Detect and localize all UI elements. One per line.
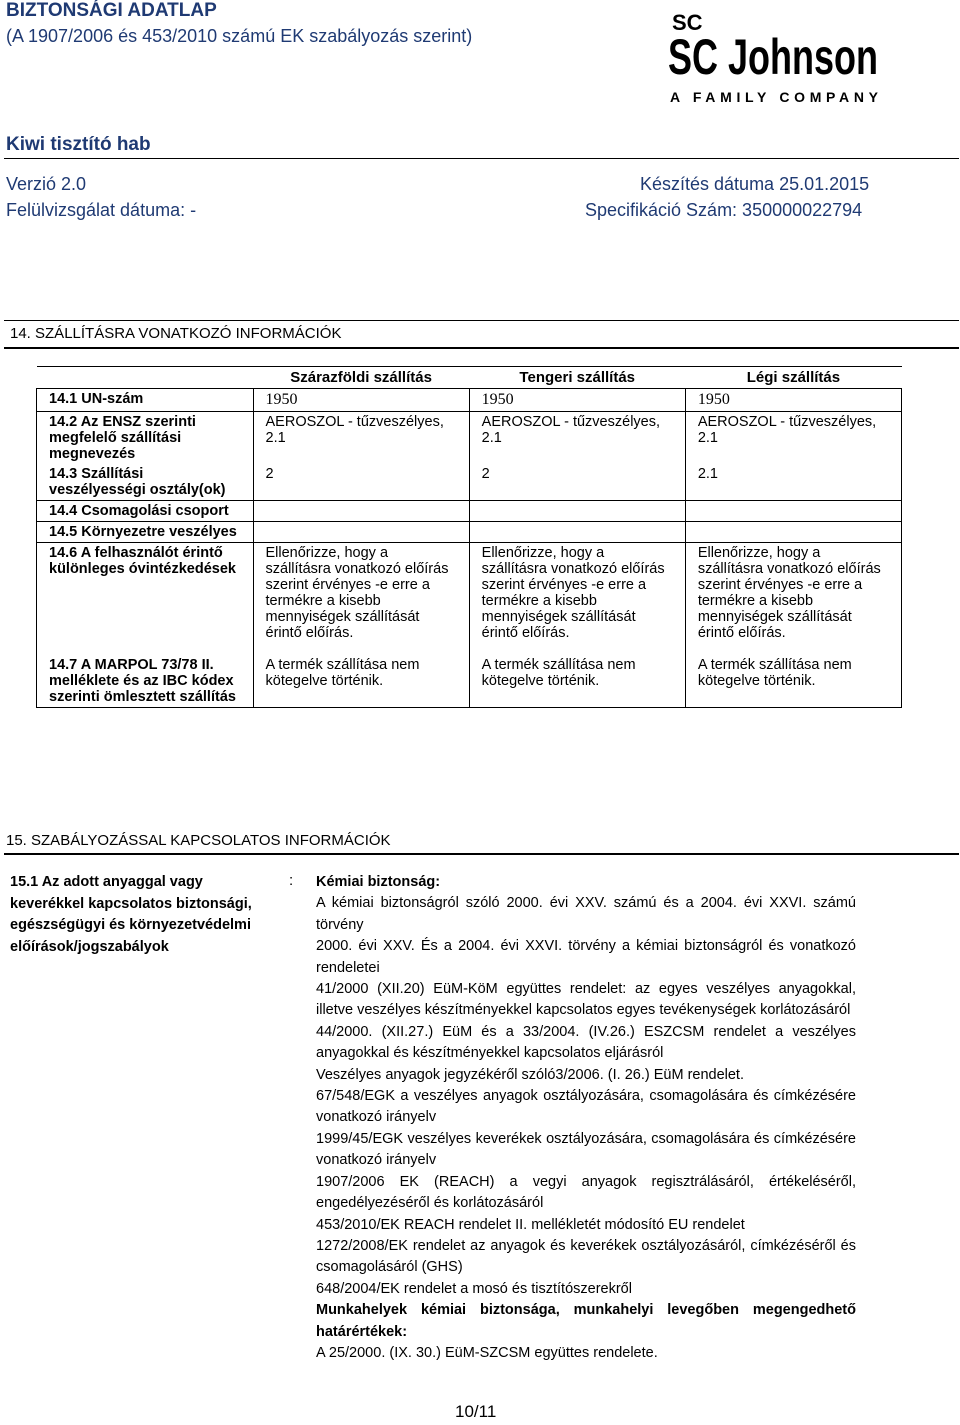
regulation-item: A kémiai biztonságról szóló 2000. évi XXV. számú és a 2004. évi XXVI. számú törvény [316,895,856,933]
regulation-item: Veszélyes anyagok jegyzékéről szóló3/2006. (I. 26.) EüM rendelet. [316,1066,744,1083]
class-air: 2.1 [685,464,901,501]
regulation-item: 67/548/EGK a veszélyes anyagok osztályozására, csomagolására és címkézésére vonatkozó irányelv [316,1088,856,1126]
svg-text:SC: SC [672,10,703,35]
regulation-item: 2000. évi XXV. És a 2004. évi XXVI. törvény a kémiai biztonságról és vonatkozó rendeletei [316,938,856,976]
class-land: 2 [253,464,469,501]
svg-text:A FAMILY COMPANY: A FAMILY COMPANY [670,89,878,105]
regulation-label: 15.1 Az adott anyaggal vagy keverékkel kapcsolatos biztonsági, egészségügyi és környezetvédelmi előírások/jogszabályok [10,874,252,955]
svg-text:SC Johnson: SC Johnson [668,29,878,85]
col-land: Szárazföldi szállítás [253,367,469,389]
regulation-item: A 25/2000. (IX. 30.) EüM-SZCSM együttes rendelete. [316,1344,658,1361]
pack-land [253,501,469,522]
precautions-air: Ellenőrizze, hogy a szállításra vonatkozó előírás szerint érvényes -e erre a termékre a kisebb mennyiségek szállítását érintő előírás. [685,543,901,656]
row-label-environment: 14.5 Környezetre veszélyes [37,522,254,543]
regulation-item: 1907/2006 EK (REACH) a vegyi anyagok regisztrálásáról, értékeléséről, engedélyezéséről és korlátozásáról [316,1173,856,1212]
regulation-item: 44/2000. (XII.27.) EüM és a 33/2004. (IV.26.) ESZCSM rendelet a veszélyes anyagokkal és készítményekkel kapcsolatos eljárásról [316,1023,856,1062]
created-date: Készítés dátuma 25.01.2015 [640,174,870,194]
transport-table [36,366,902,708]
row-label-packing: 14.4 Csomagolási csoport [37,501,254,522]
col-air: Légi szállítás [685,367,901,389]
spec-number: Specifikáció Szám: 350000022794 [585,200,863,220]
env-air [685,522,901,543]
name-land: AEROSZOL - tűzveszélyes, 2.1 [253,412,469,465]
un-sea: 1950 [469,389,685,412]
regulation-heading: Kémiai biztonság: [316,874,441,890]
colon: : [289,872,294,889]
product-name: Kiwi tisztító hab [6,134,151,155]
name-air: AEROSZOL - tűzveszélyes, 2.1 [685,412,901,465]
pack-sea [469,501,685,522]
document-title: BIZTONSÁGI ADATLAP [6,0,217,21]
section-14-title: 14. SZÁLLÍTÁSRA VONATKOZÓ INFORMÁCIÓK [10,325,342,342]
divider [4,853,959,855]
precautions-land: Ellenőrizze, hogy a szállításra vonatkozó előírás szerint érvényes -e erre a termékre a kisebb mennyiségek szállítását érintő előírás. [253,543,469,656]
review-date: Felülvizsgálat dátuma: - [6,200,197,220]
regulation-item: 453/2010/EK REACH rendelet II. mellékletét módosító EU rendelet [316,1216,745,1233]
row-label-precautions: 14.6 A felhasználót érintő különleges óvintézkedések [37,543,254,656]
section-15-title: 15. SZABÁLYOZÁSSAL KAPCSOLATOS INFORMÁCIÓK [6,832,391,849]
env-sea [469,522,685,543]
sc-johnson-logo [668,8,880,106]
row-label-un: 14.1 UN-szám [37,389,254,412]
page-number: 10/11 [455,1402,497,1421]
un-land: 1950 [253,389,469,412]
col-sea: Tengeri szállítás [469,367,685,389]
class-sea: 2 [469,464,685,501]
precautions-sea: Ellenőrizze, hogy a szállításra vonatkozó előírás szerint érvényes -e erre a termékre a kisebb mennyiségek szállítását érintő előírás. [469,543,685,656]
row-label-marpol: 14.7 A MARPOL 73/78 II. melléklete és az IBC kódex szerinti ömlesztett szállítás [37,655,254,708]
divider [4,158,959,159]
marpol-sea: A termék szállítása nem kötegelve történik. [469,655,685,708]
regulation-item: 648/2004/EK rendelet a mosó és tisztítószerekről [316,1280,632,1297]
env-land [253,522,469,543]
marpol-air: A termék szállítása nem kötegelve történik. [685,655,901,708]
divider [4,347,959,349]
name-sea: AEROSZOL - tűzveszélyes, 2.1 [469,412,685,465]
regulation-item: 41/2000 (XII.20) EüM-KöM együttes rendelet: az egyes veszélyes anyagokkal, illetve veszélyes készítményekkel kapcsolatos egyes tevékenységek korlátozásáról [316,981,856,1019]
regulation-list [316,872,856,1364]
document-subtitle: (A 1907/2006 és 453/2010 számú EK szabályozás szerint) [6,26,473,46]
regulation-item: 1999/45/EGK veszélyes keverékek osztályozására, csomagolására és címkézésére vonatkozó irányelv [316,1130,856,1169]
version: Verzió 2.0 [6,174,87,194]
regulation-item: 1272/2008/EK rendelet az anyagok és keverékek osztályozásáról, címkézéséről és csomagolásáról (GHS) [316,1237,856,1276]
row-label-class: 14.3 Szállítási veszélyességi osztály(ok) [37,464,254,501]
row-label-name: 14.2 Az ENSZ szerinti megfelelő szállítási megnevezés [37,412,254,465]
regulation-heading: Munkahelyek kémiai biztonsága, munkahelyi levegőben megengedhető határértékek: [316,1302,856,1340]
divider [4,320,959,321]
un-air: 1950 [685,389,901,412]
pack-air [685,501,901,522]
marpol-land: A termék szállítása nem kötegelve történik. [253,655,469,708]
